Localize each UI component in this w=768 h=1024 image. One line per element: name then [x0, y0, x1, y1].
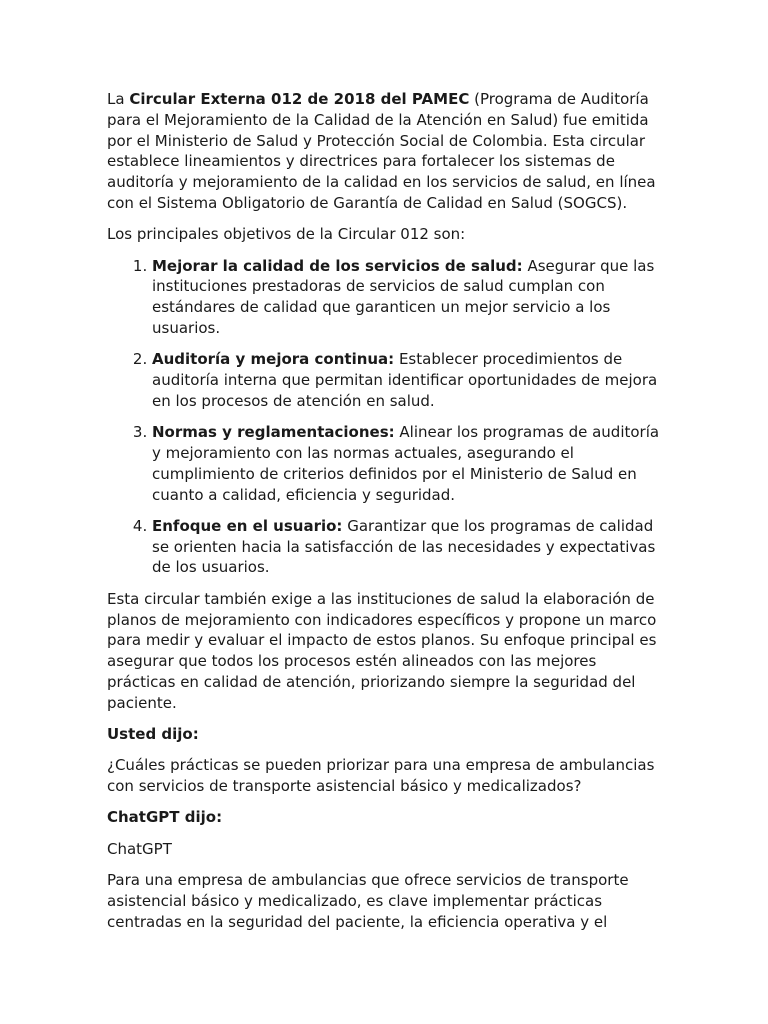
- objective-title: Enfoque en el usuario:: [152, 516, 343, 535]
- list-item: [152, 516, 667, 578]
- intro-bold-title: Circular Externa 012 de 2018 del PAMEC: [129, 90, 470, 108]
- intro-prefix: La: [107, 90, 130, 108]
- objective-title: Normas y reglamentaciones:: [152, 423, 395, 442]
- user-label: [107, 724, 667, 745]
- assistant-answer: Para una empresa de ambulancias que ofrece servicios de transporte asistencial básico y medicalizado, es clave implementar prácticas centradas en la seguridad del paciente, la eficiencia operativa y el: [107, 871, 629, 931]
- assistant-name: ChatGPT: [107, 839, 172, 858]
- list-item: [152, 349, 667, 411]
- user-label-text: Usted dijo:: [107, 725, 199, 744]
- objective-title: Mejorar la calidad de los servicios de salud:: [152, 256, 523, 275]
- list-item: [152, 256, 667, 339]
- objective-title: Auditoría y mejora continua:: [152, 350, 395, 369]
- objectives-list: [107, 256, 667, 579]
- objectives-intro: Los principales objetivos de la Circular 012 son:: [107, 225, 466, 244]
- objective-text: Asegurar que las instituciones prestadoras de servicios de salud cumplan con estándares de calidad que garanticen un mejor servicio a los usuarios.: [152, 256, 655, 337]
- objective-text: Establecer procedimientos de auditoría interna que permitan identificar oportunidades de mejora en los procesos de atención en salud.: [152, 350, 658, 410]
- summary-paragraph: Esta circular también exige a las instituciones de salud la elaboración de planos de mejoramiento con indicadores específicos y propone un marco para medir y evaluar el impacto de estos planos. Su enfoque principal es asegurar que todos los procesos estén alineados con las mejores prácticas en calidad de atención, priorizando siempre la seguridad del paciente.: [107, 589, 657, 712]
- intro-text: (Programa de Auditoría para el Mejoramiento de la Calidad de la Atención en Salud) fue emitida por el Ministerio de Salud y Protección Social de Colombia. Esta circular establece lineamientos y directrices para fortalecer los sistemas de auditoría y mejoramiento de la calidad en los servicios de salud, en línea con el Sistema Obligatorio de Garantía de Calidad en Salud (SOGCS).: [107, 90, 656, 212]
- user-question: ¿Cuáles prácticas se pueden priorizar para una empresa de ambulancias con servicios de transporte asistencial básico y medicalizados?: [107, 756, 655, 796]
- objective-text: Garantizar que los programas de calidad se orienten hacia la satisfacción de las necesidades y expectativas de los usuarios.: [152, 516, 656, 577]
- assistant-label-text: ChatGPT dijo:: [107, 808, 223, 827]
- assistant-label: [107, 807, 667, 828]
- list-item: [152, 422, 667, 505]
- document-page: [107, 89, 667, 943]
- objective-text: Alinear los programas de auditoría y mejoramiento con las normas actuales, asegurando el cumplimiento de criterios definidos por el Ministerio de Salud en cuanto a calidad, eficiencia y seguridad.: [152, 423, 660, 504]
- intro-paragraph: [107, 89, 667, 214]
